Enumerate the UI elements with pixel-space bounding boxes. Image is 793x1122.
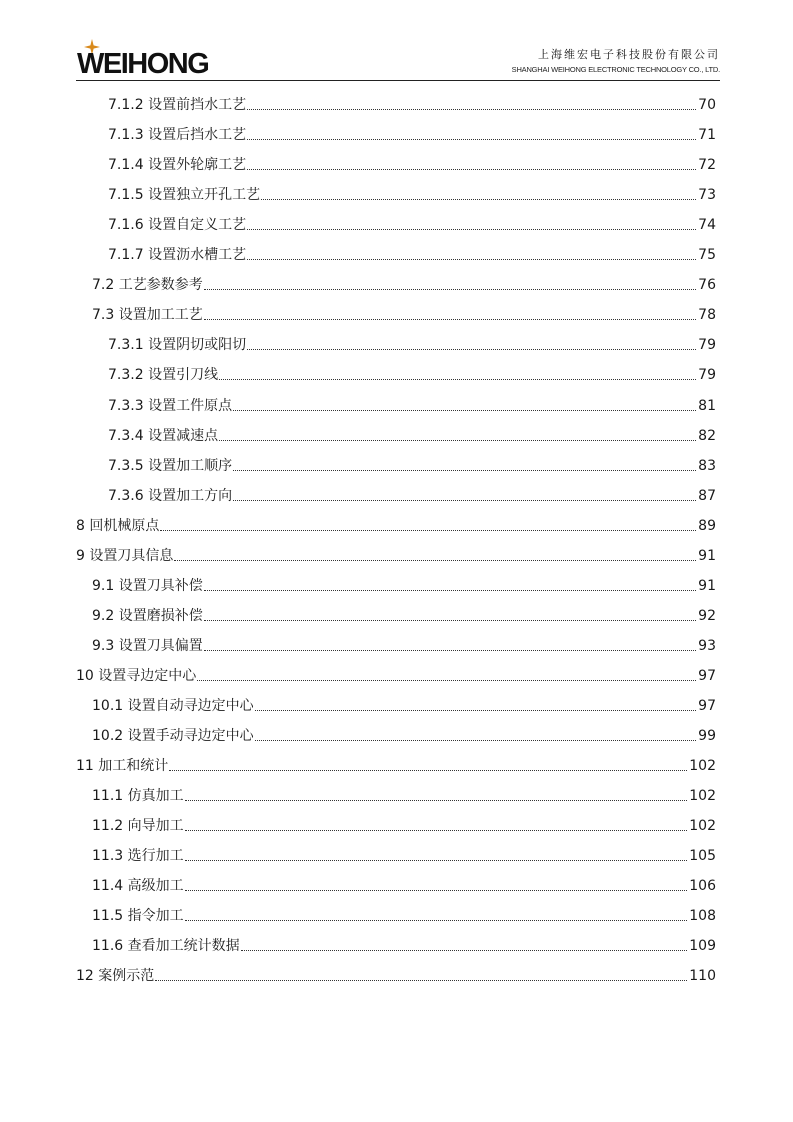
toc-entry-page: 73 [698,187,716,204]
toc-entry-title: 11 加工和统计 [76,758,169,775]
toc-dot-leader [241,949,688,951]
toc-entry-page: 109 [689,938,716,955]
toc-entry-title: 11.3 选行加工 [92,848,184,865]
toc-entry-title: 7.1.5 设置独立开孔工艺 [108,187,261,204]
toc-entry-page: 108 [689,908,716,925]
toc-dot-leader [185,919,688,921]
toc-entry-title: 12 案例示范 [76,968,155,985]
toc-entry[interactable] [92,906,716,926]
toc-entry[interactable] [108,215,716,235]
toc-entry-page: 102 [689,818,716,835]
toc-entry[interactable] [92,936,716,956]
toc-entry[interactable] [92,275,716,295]
toc-dot-leader [160,529,696,531]
toc-entry[interactable] [108,125,716,145]
toc-dot-leader [204,649,696,651]
toc-entry-page: 74 [698,217,716,234]
toc-entry-page: 82 [698,427,716,444]
page-header [77,38,720,80]
toc-entry-page: 105 [689,848,716,865]
toc-entry[interactable] [92,876,716,896]
toc-entry[interactable] [92,305,716,325]
toc-entry[interactable] [108,396,716,416]
toc-entry-page: 102 [689,758,716,775]
toc-entry[interactable] [92,816,716,836]
toc-entry-page: 93 [698,637,716,654]
toc-entry-title: 7.2 工艺参数参考 [92,277,203,294]
toc-entry-page: 110 [689,968,716,985]
toc-entry-title: 7.3.4 设置减速点 [108,427,219,444]
toc-dot-leader [185,799,688,801]
toc-dot-leader [233,469,696,471]
toc-dot-leader [174,559,696,561]
toc-entry[interactable] [76,516,716,536]
toc-entry-page: 92 [698,607,716,624]
toc-dot-leader [219,439,696,441]
toc-entry-title: 11.1 仿真加工 [92,788,184,805]
toc-dot-leader [247,258,696,260]
toc-entry-page: 79 [698,367,716,384]
toc-entry[interactable] [92,636,716,656]
toc-dot-leader [233,409,696,411]
toc-entry[interactable] [108,426,716,446]
toc-entry-page: 83 [698,457,716,474]
toc-entry-page: 91 [698,577,716,594]
toc-entry-page: 89 [698,517,716,534]
toc-entry-title: 9.3 设置刀具偏置 [92,637,203,654]
toc-entry-title: 7.1.2 设置前挡水工艺 [108,97,247,113]
toc-dot-leader [185,829,688,831]
toc-entry-page: 81 [698,397,716,414]
toc-entry[interactable] [108,185,716,205]
toc-entry-title: 11.4 高级加工 [92,878,184,895]
toc-dot-leader [247,168,696,170]
toc-dot-leader [255,739,697,741]
company-name-cn: 上海维宏电子科技股份有限公司 [538,48,720,61]
toc-entry-title: 10.1 设置自动寻边定中心 [92,698,254,714]
toc-entry[interactable] [76,546,716,566]
toc-dot-leader [233,499,696,501]
toc-dot-leader [169,769,687,771]
toc-dot-leader [155,979,687,981]
toc-entry[interactable] [92,846,716,866]
toc-entry[interactable] [92,576,716,596]
toc-dot-leader [204,288,696,290]
toc-entry-title: 10 设置寻边定中心 [76,667,197,684]
toc-dot-leader [247,348,696,350]
toc-entry-page: 87 [698,487,716,504]
toc-entry[interactable] [92,696,716,716]
toc-entry-page: 71 [698,127,716,144]
toc-entry-title: 7.1.4 设置外轮廓工艺 [108,157,247,174]
toc-entry-title: 7.3.1 设置阴切或阳切 [108,337,247,354]
toc-entry-page: 91 [698,547,716,564]
logo-text: WEIHONG [77,48,209,80]
toc-dot-leader [219,378,696,380]
toc-entry[interactable] [108,456,716,476]
toc-entry[interactable] [92,606,716,626]
toc-entry-title: 7.1.6 设置自定义工艺 [108,217,247,234]
toc-dot-leader [255,709,697,711]
toc-entry[interactable] [108,486,716,506]
toc-dot-leader [247,228,696,230]
toc-entry[interactable] [76,966,716,986]
toc-entry-title: 9.2 设置磨损补偿 [92,607,203,624]
toc-dot-leader [204,589,696,591]
toc-entry[interactable] [108,95,716,115]
toc-entry-page: 99 [698,728,716,745]
toc-entry-title: 11.6 查看加工统计数据 [92,938,240,955]
toc-entry-title: 7.3.2 设置引刀线 [108,367,219,384]
toc-entry-page: 97 [698,698,716,714]
toc-entry-page: 75 [698,247,716,264]
weihong-logo [77,40,247,80]
toc-entry[interactable] [92,786,716,806]
toc-dot-leader [247,138,696,140]
toc-entry[interactable] [108,335,716,355]
header-divider [76,80,720,81]
toc-dot-leader [185,889,688,891]
toc-entry-page: 76 [698,277,716,294]
toc-entry-title: 11.2 向导加工 [92,818,184,835]
toc-entry[interactable] [76,666,716,686]
toc-entry-title: 9.1 设置刀具补偿 [92,577,203,594]
toc-entry-title: 7.3.5 设置加工顺序 [108,457,233,474]
toc-entry[interactable] [76,756,716,776]
toc-entry-page: 79 [698,337,716,354]
toc-entry-title: 7.3 设置加工工艺 [92,307,203,324]
toc-entry[interactable] [92,726,716,746]
toc-dot-leader [247,108,696,110]
toc-entry-page: 70 [698,97,716,113]
toc-entry[interactable] [108,245,716,265]
toc-entry-title: 11.5 指令加工 [92,908,184,925]
toc-entry[interactable] [108,155,716,175]
toc-entry-page: 78 [698,307,716,324]
toc-dot-leader [261,198,696,200]
toc-entry-page: 102 [689,788,716,805]
toc-entry-title: 10.2 设置手动寻边定中心 [92,728,254,745]
toc-entry-page: 72 [698,157,716,174]
toc-entry-title: 9 设置刀具信息 [76,547,174,564]
toc-dot-leader [185,859,688,861]
toc-entry-title: 7.3.3 设置工件原点 [108,397,233,414]
toc-dot-leader [197,679,696,681]
toc-entry-title: 7.1.3 设置后挡水工艺 [108,127,247,144]
toc-dot-leader [204,619,696,621]
toc-entry-page: 97 [698,667,716,684]
company-name [512,48,720,75]
company-name-en: SHANGHAI WEIHONG ELECTRONIC TECHNOLOGY CO., LTD. [511,65,720,74]
toc-dot-leader [204,318,696,320]
toc-entry-title: 8 回机械原点 [76,517,160,534]
toc-entry-title: 7.3.6 设置加工方向 [108,487,233,504]
toc-entry[interactable] [108,365,716,385]
toc-entry-title: 7.1.7 设置沥水槽工艺 [108,247,247,264]
toc-entry-page: 106 [689,878,716,895]
